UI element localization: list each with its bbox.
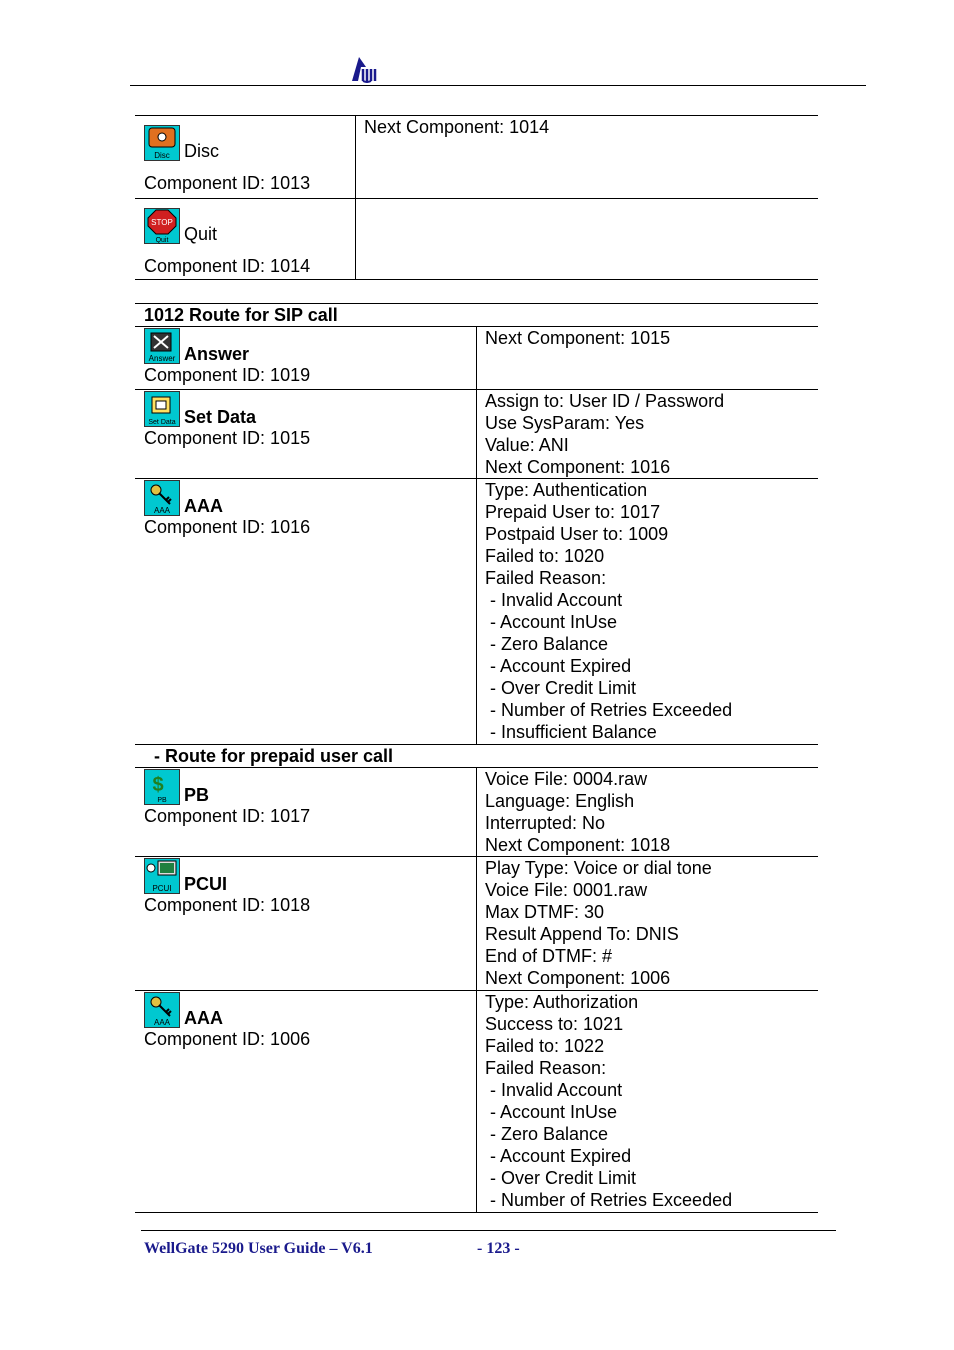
detail-line: End of DTMF: # [485, 946, 613, 966]
detail-line: Play Type: Voice or dial tone [485, 858, 712, 878]
pcui-computer-icon [144, 858, 180, 894]
svg-text:PCUI: PCUI [152, 884, 172, 893]
footer-guide-title: WellGate 5290 User Guide – V6.1 [144, 1240, 373, 1257]
table-row [135, 479, 818, 745]
detail-line: - Account Expired [485, 1146, 632, 1166]
detail-line: Next Component: 1006 [485, 968, 671, 988]
detail-line: Failed to: 1022 [485, 1036, 605, 1056]
component-id: Component ID: 1014 [144, 256, 311, 276]
component-cell [135, 116, 356, 199]
detail-line: Failed to: 1020 [485, 546, 605, 566]
detail-line: Max DTMF: 30 [485, 902, 605, 922]
quit-stop-icon [144, 208, 180, 244]
component-name: Set Data [184, 407, 257, 427]
detail-line: Voice File: 0001.raw [485, 880, 648, 900]
section-heading-row [135, 304, 818, 327]
detail-line: Language: English [485, 791, 635, 811]
sip-route-table [135, 303, 818, 1213]
svg-text:AAA: AAA [153, 506, 171, 515]
component-cell [135, 390, 477, 479]
detail-line: Result Append To: DNIS [485, 924, 679, 944]
component-details [477, 991, 819, 1213]
svg-text:Quit: Quit [155, 237, 169, 244]
detail-line: Use SysParam: Yes [485, 413, 645, 433]
header-rule [130, 85, 866, 86]
pb-dollar-icon [144, 769, 180, 805]
component-name: AAA [184, 1008, 223, 1028]
detail-line: - Zero Balance [485, 634, 609, 654]
detail-line: Next Component: 1016 [485, 457, 671, 477]
table-row [135, 199, 818, 280]
component-id: Component ID: 1013 [144, 173, 311, 193]
detail-line: Type: Authentication [485, 480, 648, 500]
table-row [135, 991, 818, 1213]
component-id: Component ID: 1019 [144, 365, 311, 385]
detail-line: - Over Credit Limit [485, 1168, 637, 1188]
detail-line: - Zero Balance [485, 1124, 609, 1144]
detail-line: - Insufficient Balance [485, 722, 657, 742]
component-details [356, 116, 819, 199]
component-name: Answer [184, 344, 250, 364]
component-id: Component ID: 1016 [144, 517, 311, 537]
detail-line: - Account InUse [485, 1102, 618, 1122]
section-heading-row [135, 745, 818, 768]
detail-line: - Number of Retries Exceeded [485, 700, 733, 720]
table-row [135, 116, 818, 199]
detail-line: - Over Credit Limit [485, 678, 637, 698]
component-details [477, 768, 819, 857]
disc-icon [144, 125, 180, 161]
component-cell [135, 768, 477, 857]
component-id: Component ID: 1017 [144, 806, 311, 826]
footer-page-number: - 123 - [477, 1240, 520, 1257]
component-cell [135, 199, 356, 280]
component-cell [135, 479, 477, 745]
answer-icon [144, 328, 180, 364]
set-data-icon [144, 391, 180, 427]
detail-line: Next Component: 1014 [364, 117, 550, 137]
svg-text:STOP: STOP [151, 218, 173, 227]
component-details [356, 199, 819, 280]
component-name: Quit [184, 224, 218, 244]
svg-text:PB: PB [157, 797, 167, 804]
detail-line: Failed Reason: [485, 568, 607, 588]
detail-line: - Account Expired [485, 656, 632, 676]
component-name: PB [184, 785, 210, 805]
component-details [477, 327, 819, 390]
section-heading: - Route for prepaid user call [135, 745, 818, 768]
detail-line: Interrupted: No [485, 813, 606, 833]
detail-line: - Number of Retries Exceeded [485, 1190, 733, 1210]
component-details [477, 857, 819, 991]
table-row [135, 857, 818, 991]
detail-line: Failed Reason: [485, 1058, 607, 1078]
svg-text:$: $ [152, 774, 164, 796]
component-name: Disc [184, 141, 219, 161]
detail-line: - Account InUse [485, 612, 618, 632]
detail-line: Voice File: 0004.raw [485, 769, 648, 789]
component-cell [135, 327, 477, 390]
detail-line: Postpaid User to: 1009 [485, 524, 669, 544]
components-table-top [135, 115, 818, 280]
component-details [477, 479, 819, 745]
component-name: AAA [184, 496, 223, 516]
component-cell [135, 857, 477, 991]
component-cell [135, 991, 477, 1213]
detail-line: - Invalid Account [485, 590, 623, 610]
component-details [477, 390, 819, 479]
detail-line: Success to: 1021 [485, 1014, 624, 1034]
detail-line: - Invalid Account [485, 1080, 623, 1100]
detail-line: Assign to: User ID / Password [485, 391, 725, 411]
svg-text:AAA: AAA [153, 1018, 171, 1027]
detail-line: Prepaid User to: 1017 [485, 502, 661, 522]
component-name: PCUI [184, 874, 228, 894]
section-heading: 1012 Route for SIP call [135, 304, 818, 327]
component-id: Component ID: 1018 [144, 895, 311, 915]
svg-text:Set Data: Set Data [148, 419, 176, 426]
svg-text:Disc: Disc [154, 151, 170, 160]
table-row [135, 390, 818, 479]
detail-line: Next Component: 1015 [485, 328, 671, 348]
detail-line: Type: Authorization [485, 992, 639, 1012]
component-id: Component ID: 1006 [144, 1029, 311, 1049]
component-id: Component ID: 1015 [144, 428, 311, 448]
detail-line: Next Component: 1018 [485, 835, 671, 855]
svg-text:Answer: Answer [148, 354, 176, 363]
company-logo-icon [349, 55, 379, 83]
table-row [135, 768, 818, 857]
aaa-key-icon [144, 992, 180, 1028]
detail-line: Value: ANI [485, 435, 569, 455]
footer-rule [141, 1230, 836, 1231]
table-row [135, 327, 818, 390]
aaa-key-icon [144, 480, 180, 516]
